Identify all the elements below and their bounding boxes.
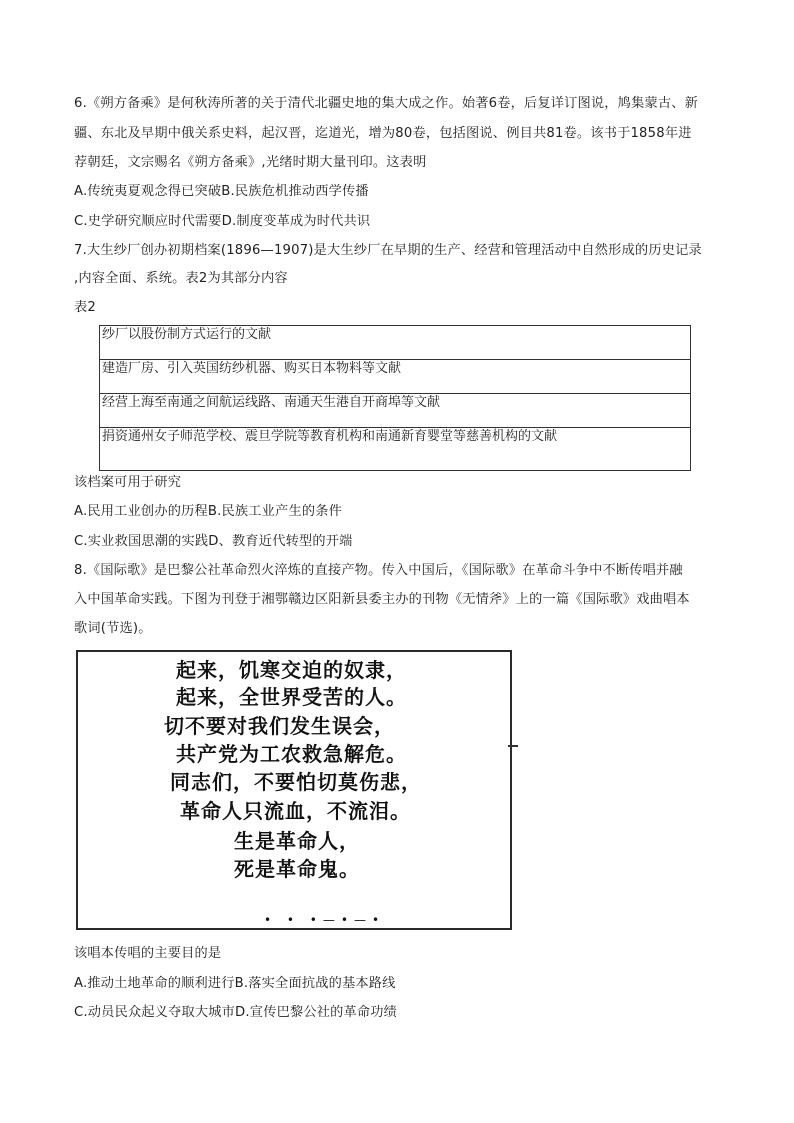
table-row — [100, 360, 691, 394]
q8-stem-line-1: 8.《国际歌》是巴黎公社革命烈火淬炼的直接产物。传入中国后，《国际歌》在革命斗争中不断传唱并融 — [74, 563, 683, 578]
q7-options-cd: C.实业救国思潮的实践D、教育近代转型的开端 — [74, 534, 353, 549]
lyric-line: 切不要对我们发生误会， — [164, 714, 395, 738]
q8-options-cd: C.动员民众起义夺取大城市D.宣传巴黎公社的革命功绩 — [74, 1005, 398, 1020]
lyrics-image — [76, 650, 512, 930]
table-row — [100, 326, 691, 360]
table-cell: 捐资通州女子师范学校、震旦学院等教育机构和南通新育婴堂等慈善机构的文献 — [100, 428, 691, 471]
table-row — [100, 394, 691, 428]
archive-table — [99, 325, 691, 471]
table-cell: 建造厂房、引入英国纺纱机器、购买日本物料等文献 — [100, 360, 691, 394]
q7-stem-line-2: ,内容全面、系统。表2为其部分内容 — [74, 271, 288, 286]
q6-options-ab: A.传统夷夏观念得已突破B.民族危机推动西学传播 — [74, 184, 369, 199]
lyric-line: 革命人只流血，不流泪。 — [180, 799, 411, 823]
q8-options-ab: A.推动土地革命的顺利进行B.落实全面抗战的基本路线 — [74, 976, 396, 991]
q8-question-stem: 该唱本传唱的主要目的是 — [74, 946, 222, 961]
lyric-line: 共产党为工农救急解危。 — [176, 742, 407, 766]
q6-stem-line-3: 荐朝廷，文宗赐名《朔方备乘》,光绪时期大量刊印。这表明 — [74, 155, 427, 170]
q8-stem-line-2: 入中国革命实践。下图为刊登于湘鄂赣边区阳新县委主办的刊物《无情斧》上的一篇《国际歌》戏曲唱本 — [74, 592, 690, 607]
q6-stem-line-1: 6.《朔方备乘》是何秋涛所著的关于清代北疆史地的集大成之作。始著6卷，后复详订图说，鸠集蒙古、新 — [74, 96, 699, 111]
lyric-line: 同志们，不要怕切莫伤悲， — [170, 770, 422, 794]
q7-stem-line-1: 7.大生纱厂创办初期档案(1896—1907)是大生纱厂在早期的生产、经营和管理活动中自然形成的历史记录 — [74, 243, 702, 258]
table-cell: 经营上海至南通之间航运线路、南通天生港自开商埠等文献 — [100, 394, 691, 428]
lyric-line: 死是革命鬼。 — [234, 857, 360, 881]
table-row — [100, 428, 691, 471]
lyric-line: 起来，饥寒交迫的奴隶， — [176, 658, 407, 682]
q7-question-stem: 该档案可用于研究 — [74, 475, 182, 490]
ellipsis-mark: • • •—•—• — [264, 913, 386, 927]
q7-options-ab: A.民用工业创办的历程B.民族工业产生的条件 — [74, 504, 342, 519]
q6-stem-line-2: 疆、东北及早期中俄关系史料，起汉晋，迄道光，增为80卷，包括图说、例目共81卷。该书于1858年进 — [74, 126, 692, 141]
lyric-line: 起来，全世界受苦的人。 — [176, 685, 407, 709]
table-cell: 纱厂以股份制方式运行的文献 — [100, 326, 691, 360]
q6-options-cd: C.史学研究顺应时代需要D.制度变革成为时代共识 — [74, 214, 371, 229]
q7-table-label: 表2 — [74, 300, 96, 315]
q8-stem-line-3: 歌词(节选)。 — [74, 621, 152, 636]
margin-mark — [508, 745, 518, 747]
lyric-line: 生是革命人， — [234, 829, 360, 853]
